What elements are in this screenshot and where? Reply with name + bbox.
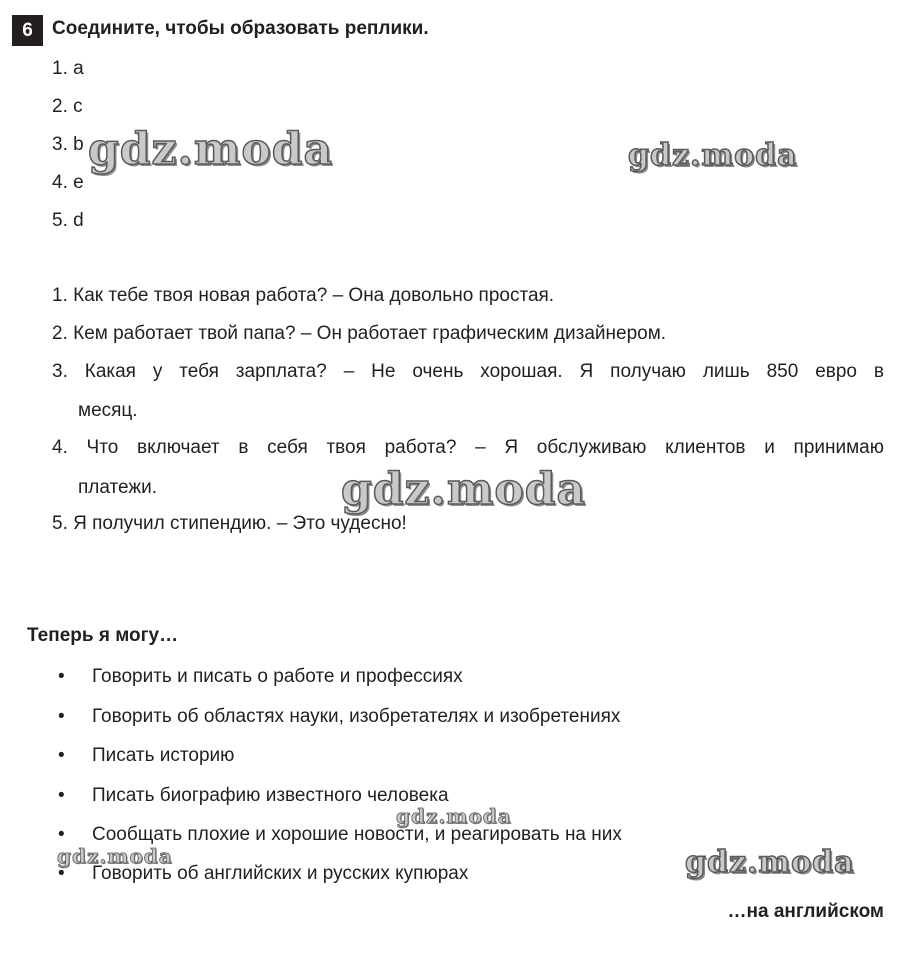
dialogue-item: 1. Как тебе твоя новая работа? – Она довольно простая. (52, 285, 555, 306)
list-item-label: Говорить об английских и русских купюрах (92, 863, 469, 884)
bullet-icon: • (58, 666, 65, 687)
watermark: gdz.moda (57, 844, 173, 868)
list-item-label: Писать биографию известного человека (92, 785, 449, 806)
task-number-badge: 6 (12, 15, 43, 46)
footer-note: …на английском (727, 901, 884, 922)
list-item-label: Говорить об областях науки, изобретателях и изобретениях (92, 706, 621, 727)
answer-item: 4. e (52, 172, 84, 193)
bullet-icon: • (58, 824, 65, 845)
dialogue-item-continuation: месяц. (78, 400, 138, 421)
bullet-icon: • (58, 863, 65, 884)
list-item-label: Писать историю (92, 745, 235, 766)
bullet-icon: • (58, 745, 65, 766)
watermark: gdz.moda (685, 845, 855, 880)
list-item-label: Сообщать плохие и хорошие новости, и реагировать на них (92, 824, 622, 845)
watermark: gdz.moda (396, 804, 512, 828)
dialogue-item-line: 4. Что включает в себя твоя работа? – Я обслуживаю клиентов и принимаю (52, 437, 884, 458)
dialogue-item: 2. Кем работает твой папа? – Он работает графическим дизайнером. (52, 323, 667, 344)
answer-item: 2. c (52, 96, 83, 117)
watermark: gdz.moda (88, 124, 334, 175)
list-item-label: Говорить и писать о работе и профессиях (92, 666, 463, 687)
dialogue-item: 5. Я получил стипендию. – Это чудесно! (52, 513, 407, 534)
watermark: gdz.moda (628, 138, 798, 173)
answer-item: 3. b (52, 134, 84, 155)
dialogue-item-continuation: платежи. (78, 477, 157, 498)
bullet-icon: • (58, 706, 65, 727)
bullet-icon: • (58, 785, 65, 806)
task-title: Соедините, чтобы образовать реплики. (52, 18, 429, 39)
answer-item: 1. a (52, 58, 84, 79)
section-title: Теперь я могу… (27, 625, 179, 646)
dialogue-item-line: 3. Какая у тебя зарплата? – Не очень хорошая. Я получаю лишь 850 евро в (52, 361, 884, 382)
watermark: gdz.moda (341, 464, 587, 515)
answer-item: 5. d (52, 210, 84, 231)
